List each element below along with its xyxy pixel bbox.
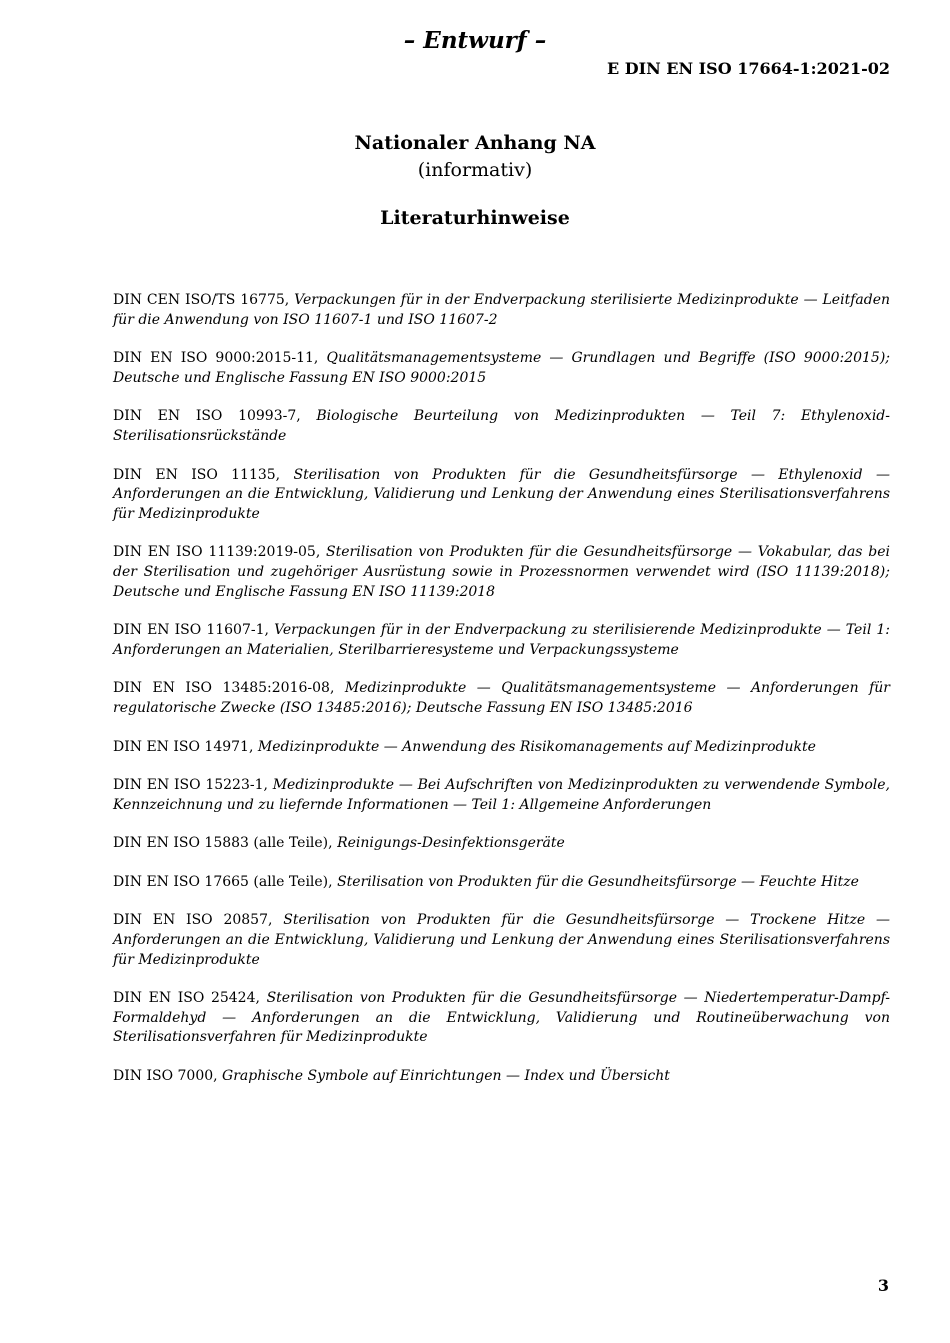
reference-code: DIN ISO 7000, xyxy=(113,1068,223,1085)
reference-title: Sterilisation von Produkten für die Gesundheitsfürsorge — Niedertemperatur-Dampf-Formaldehyd — Anforderungen an die Entwicklung, Validierung und Routineüberwachung von Sterilisationsverfahren für Medizinprodukte xyxy=(113,990,890,1046)
reference-title: Qualitätsmanagementsysteme — Grundlagen und Begriffe (ISO 9000:2015); Deutsche und Englische Fassung EN ISO 9000:2015 xyxy=(113,350,891,386)
section-title: Literaturhinweise xyxy=(380,207,570,229)
reference-code: DIN EN ISO 13485:2016-08, xyxy=(113,680,345,697)
reference-title: Sterilisation von Produkten für die Gesundheitsfürsorge — Feuchte Hitze xyxy=(337,873,859,890)
reference-item xyxy=(113,679,890,718)
reference-list xyxy=(113,291,890,1106)
reference-item xyxy=(113,349,890,388)
reference-code: DIN EN ISO 17665 (alle Teile), xyxy=(113,873,338,890)
reference-code: DIN EN ISO 11135, xyxy=(113,466,294,483)
reference-code: DIN EN ISO 20857, xyxy=(113,912,284,929)
reference-item xyxy=(113,776,890,815)
reference-item xyxy=(113,1067,890,1087)
reference-code: DIN EN ISO 9000:2015-11, xyxy=(113,350,327,367)
reference-item xyxy=(113,873,890,893)
reference-title: Biologische Beurteilung von Medizinprodukten — Teil 7: Ethylenoxid-Sterilisationsrückstände xyxy=(113,408,890,444)
reference-code: DIN EN ISO 25424, xyxy=(113,990,267,1007)
reference-code: DIN CEN ISO/TS 16775, xyxy=(113,292,295,308)
reference-item xyxy=(113,407,890,446)
reference-code: DIN EN ISO 14971, xyxy=(113,738,258,755)
reference-title: Medizinprodukte — Bei Aufschriften von Medizinprodukten zu verwendende Symbole, Kennzeichnung und zu liefernde Informationen — Teil 1: Allgemeine Anforderungen xyxy=(113,777,890,813)
reference-title: Reinigungs-Desinfektionsgeräte xyxy=(337,835,565,852)
reference-title: Sterilisation von Produkten für die Gesundheitsfürsorge — Trockene Hitze — Anforderungen an die Entwicklung, Validierung und Lenkung der Anwendung eines Sterilisationsverfahrens für Medizinprodukte xyxy=(113,912,890,968)
reference-item xyxy=(113,834,890,854)
reference-item xyxy=(113,466,890,525)
annex-subtitle: (informativ) xyxy=(417,159,533,181)
reference-item xyxy=(113,543,890,602)
reference-title: Sterilisation von Produkten für die Gesundheitsfürsorge — Vokabular, das bei der Sterilisation und zugehöriger Ausrüstung sowie in Prozessnormen verwendet wird (ISO 11139:2018); Deutsche und Englische Fassung EN ISO 11139:2018 xyxy=(113,544,890,600)
page-number: 3 xyxy=(877,1276,889,1295)
document-id: E DIN EN ISO 17664-1:2021-02 xyxy=(606,59,890,78)
reference-code: DIN EN ISO 15883 (alle Teile), xyxy=(113,835,338,852)
reference-code: DIN EN ISO 11139:2019-05, xyxy=(113,544,327,561)
reference-title: Medizinprodukte — Anwendung des Risikomanagements auf Medizinprodukte xyxy=(257,738,816,755)
reference-code: DIN EN ISO 10993-7, xyxy=(113,408,317,425)
reference-item xyxy=(113,911,890,970)
reference-item xyxy=(113,989,890,1048)
reference-title: Verpackungen für in der Endverpackung sterilisierte Medizinprodukte — Leitfaden für die Anwendung von ISO 11607-1 und ISO 11607-2 xyxy=(113,292,890,328)
reference-item xyxy=(113,621,890,660)
reference-item xyxy=(113,738,890,758)
reference-item xyxy=(113,291,890,330)
reference-title: Verpackungen für in der Endverpackung zu sterilisierende Medizinprodukte — Teil 1: Anforderungen an Materialien, Sterilbarrieresysteme und Verpackungssysteme xyxy=(113,622,891,658)
reference-title: Sterilisation von Produkten für die Gesundheitsfürsorge — Ethylenoxid — Anforderungen an die Entwicklung, Validierung und Lenkung der Anwendung eines Sterilisationsverfahrens für Medizinprodukte xyxy=(113,466,890,522)
reference-title: Graphische Symbole auf Einrichtungen — Index und Übersicht xyxy=(222,1068,670,1085)
reference-code: DIN EN ISO 15223-1, xyxy=(113,777,273,794)
annex-title: Nationaler Anhang NA xyxy=(354,132,596,154)
draft-mark: – Entwurf – xyxy=(403,27,547,54)
reference-code: DIN EN ISO 11607-1, xyxy=(113,622,275,639)
reference-title: Medizinprodukte — Qualitätsmanagementsysteme — Anforderungen für regulatorische Zwecke (ISO 13485:2016); Deutsche Fassung EN ISO 13485:2016 xyxy=(113,680,890,716)
